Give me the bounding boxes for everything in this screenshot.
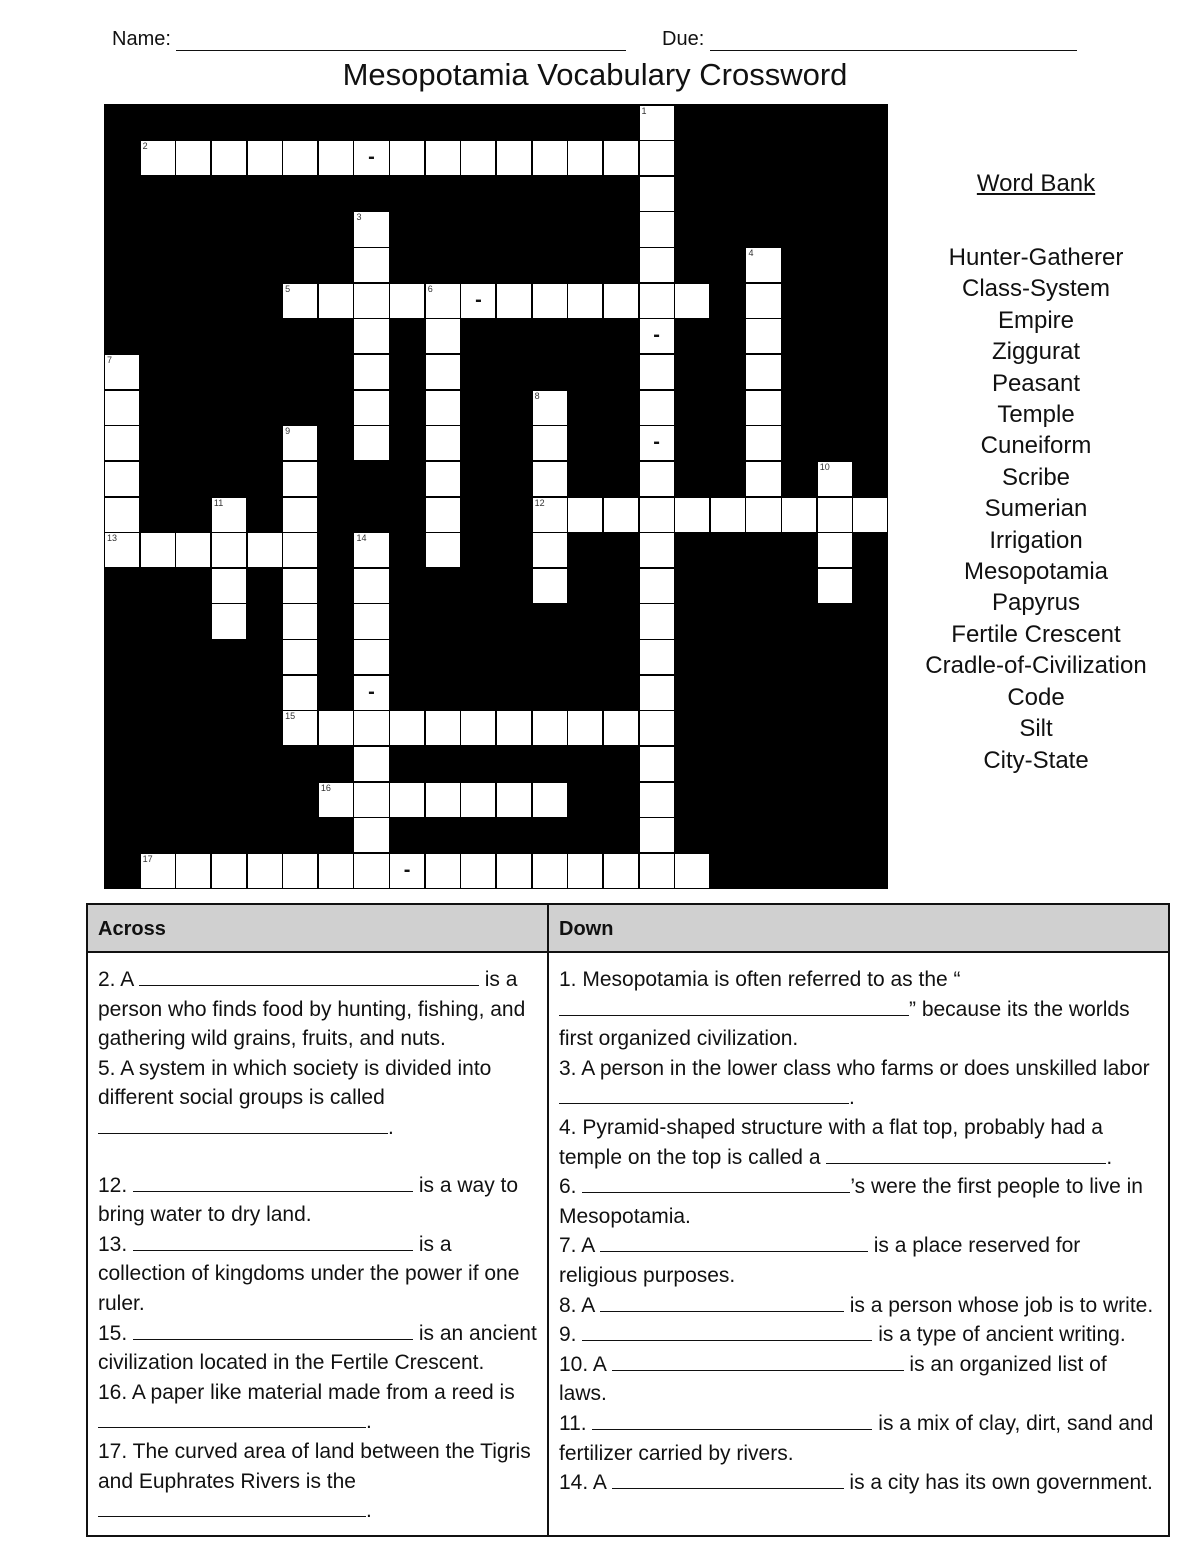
word-bank-item: Ziggurat bbox=[991, 338, 1081, 366]
clue-number: 17 bbox=[142, 853, 153, 864]
crossword-cell[interactable] bbox=[460, 782, 496, 818]
crossword-cell[interactable] bbox=[353, 247, 389, 283]
crossword-cell[interactable] bbox=[140, 532, 176, 568]
crossword-cell[interactable] bbox=[639, 425, 675, 461]
clue-item: 4. Pyramid-shaped structure with a flat top, probably had a temple on the top is called a . bbox=[559, 1115, 1113, 1169]
crossword-cell[interactable] bbox=[460, 140, 496, 176]
clue-number: 1 bbox=[641, 105, 647, 116]
name-blank-line[interactable] bbox=[176, 32, 626, 51]
answer-blank[interactable] bbox=[612, 1468, 844, 1489]
word-bank-item: Code bbox=[1007, 683, 1065, 711]
crossword-cell[interactable] bbox=[745, 390, 781, 426]
crossword-cell[interactable] bbox=[639, 354, 675, 390]
clue-item: 14. A is a city has its own government. bbox=[559, 1468, 1160, 1498]
crossword-cell[interactable] bbox=[603, 497, 639, 533]
across-clues bbox=[88, 953, 547, 1526]
crossword-cell[interactable] bbox=[639, 782, 675, 818]
crossword-cell[interactable] bbox=[247, 853, 283, 889]
crossword-cell[interactable] bbox=[389, 283, 425, 319]
crossword-cell[interactable] bbox=[425, 425, 461, 461]
crossword-cell[interactable] bbox=[425, 461, 461, 497]
word-bank-item: Empire bbox=[997, 306, 1075, 334]
header-fields bbox=[112, 28, 705, 51]
answer-blank[interactable] bbox=[600, 1231, 868, 1252]
answer-blank[interactable] bbox=[582, 1320, 872, 1341]
due-field bbox=[662, 28, 1077, 51]
crossword-cell[interactable] bbox=[318, 853, 354, 889]
answer-blank[interactable] bbox=[612, 1350, 904, 1371]
clue-number: 15 bbox=[285, 711, 296, 722]
crossword-cell[interactable] bbox=[353, 532, 389, 568]
crossword-cell[interactable] bbox=[639, 247, 675, 283]
crossword-cell[interactable] bbox=[425, 390, 461, 426]
crossword-cell[interactable] bbox=[567, 140, 603, 176]
clue-item: 7. A is a place reserved for religious purposes. bbox=[559, 1231, 1160, 1290]
crossword-cell[interactable] bbox=[318, 710, 354, 746]
clue-number: 8 bbox=[534, 390, 540, 401]
clue-number: 10 bbox=[819, 461, 830, 472]
crossword-cell[interactable] bbox=[104, 497, 140, 533]
word-bank-item: Cuneiform bbox=[980, 432, 1092, 460]
crossword-cell[interactable] bbox=[674, 853, 710, 889]
crossword-cell[interactable] bbox=[817, 568, 853, 604]
clue-item: 17. The curved area of land between the Tigris and Euphrates Rivers is the . bbox=[98, 1439, 531, 1523]
answer-blank[interactable] bbox=[559, 995, 909, 1016]
clue-number: 4 bbox=[748, 248, 754, 259]
crossword-cell[interactable] bbox=[353, 603, 389, 639]
crossword-cell[interactable] bbox=[639, 390, 675, 426]
page-title: Mesopotamia Vocabulary Crossword bbox=[342, 57, 848, 92]
clue-item: 12. is a way to bring water to dry land. bbox=[98, 1171, 539, 1230]
word-bank-item: Temple bbox=[997, 401, 1075, 429]
answer-blank[interactable] bbox=[600, 1291, 844, 1312]
crossword-cell[interactable] bbox=[639, 568, 675, 604]
crossword-cell[interactable] bbox=[532, 782, 568, 818]
crossword-cell[interactable] bbox=[745, 318, 781, 354]
clue-number: 3 bbox=[356, 212, 362, 223]
hyphen-mark: - bbox=[653, 324, 660, 347]
crossword-cell[interactable] bbox=[639, 639, 675, 675]
due-label: Due: bbox=[662, 28, 705, 50]
crossword-cell[interactable] bbox=[353, 746, 389, 782]
crossword-cell[interactable] bbox=[425, 853, 461, 889]
clue-number: 9 bbox=[285, 426, 291, 437]
word-bank-item: Fertile Crescent bbox=[951, 620, 1121, 648]
crossword-cell[interactable] bbox=[389, 710, 425, 746]
crossword-cell[interactable] bbox=[211, 568, 247, 604]
crossword-cell[interactable] bbox=[282, 710, 318, 746]
crossword-cell[interactable] bbox=[745, 461, 781, 497]
crossword-cell[interactable] bbox=[425, 782, 461, 818]
crossword-cell[interactable] bbox=[282, 568, 318, 604]
crossword-cell[interactable] bbox=[496, 283, 532, 319]
answer-blank[interactable] bbox=[826, 1143, 1106, 1164]
crossword-cell[interactable] bbox=[745, 354, 781, 390]
crossword-cell[interactable] bbox=[211, 603, 247, 639]
crossword-cell[interactable] bbox=[639, 532, 675, 568]
crossword-cell[interactable] bbox=[639, 853, 675, 889]
clue-item: 10. A is an organized list of laws. bbox=[559, 1350, 1160, 1409]
hyphen-mark: - bbox=[368, 680, 375, 703]
clue-number: 14 bbox=[356, 533, 367, 544]
answer-blank[interactable] bbox=[559, 1083, 849, 1104]
crossword-cell[interactable] bbox=[496, 140, 532, 176]
clue-item: 5. A system in which society is divided into different social groups is called . bbox=[98, 1056, 492, 1139]
clue-number: 2 bbox=[142, 141, 148, 152]
crossword-cell[interactable] bbox=[639, 675, 675, 711]
crossword-cell[interactable] bbox=[532, 283, 568, 319]
crossword-cell[interactable] bbox=[532, 853, 568, 889]
crossword-cell[interactable] bbox=[639, 283, 675, 319]
crossword-cell[interactable] bbox=[460, 853, 496, 889]
clue-number: 5 bbox=[285, 283, 291, 294]
word-bank bbox=[900, 170, 1172, 776]
word-bank-item: Peasant bbox=[991, 369, 1081, 397]
word-bank-item: Irrigation bbox=[989, 526, 1083, 554]
clue-number: 7 bbox=[107, 354, 113, 365]
crossword-cell[interactable] bbox=[460, 710, 496, 746]
crossword-cell[interactable] bbox=[603, 853, 639, 889]
crossword-cell[interactable] bbox=[745, 247, 781, 283]
word-bank-item: Hunter-Gatherer bbox=[948, 244, 1124, 271]
crossword-cell[interactable] bbox=[282, 532, 318, 568]
word-bank-list bbox=[900, 242, 1172, 776]
hyphen-mark: - bbox=[653, 431, 660, 454]
crossword-cell[interactable] bbox=[104, 354, 140, 390]
clue-item: 2. A is a person who finds food by hunting, fishing, and gathering wild grains, fruits, and nuts. bbox=[98, 965, 539, 1054]
word-bank-item: Silt bbox=[1019, 715, 1053, 743]
clue-item: 6. ’s were the first people to live in Mesopotamia. bbox=[559, 1172, 1160, 1231]
crossword-cell[interactable] bbox=[567, 283, 603, 319]
crossword-cell[interactable] bbox=[353, 675, 389, 711]
word-bank-item: City-State bbox=[983, 746, 1089, 774]
crossword-cell[interactable] bbox=[603, 710, 639, 746]
crossword-cell[interactable] bbox=[781, 497, 817, 533]
crossword-cell[interactable] bbox=[567, 853, 603, 889]
down-clues bbox=[549, 953, 1168, 1498]
clue-item: 15. is an ancient civilization located in the Fertile Crescent. bbox=[98, 1319, 539, 1378]
crossword-cell[interactable] bbox=[282, 283, 318, 319]
answer-blank[interactable] bbox=[592, 1409, 872, 1430]
crossword-cell[interactable] bbox=[496, 710, 532, 746]
crossword-cell[interactable] bbox=[425, 283, 461, 319]
crossword-cell[interactable] bbox=[318, 283, 354, 319]
crossword-cell[interactable] bbox=[639, 211, 675, 247]
answer-blank[interactable] bbox=[582, 1172, 850, 1193]
clue-item: 1. Mesopotamia is often referred to as the “” because its the worlds first organized civilization. bbox=[559, 968, 1130, 1051]
clue-number: 16 bbox=[320, 782, 331, 793]
crossword-grid bbox=[104, 104, 888, 889]
crossword-cell[interactable] bbox=[639, 176, 675, 212]
crossword-cell[interactable] bbox=[175, 140, 211, 176]
word-bank-item: Papyrus bbox=[991, 589, 1081, 617]
crossword-cell[interactable] bbox=[674, 283, 710, 319]
answer-blank[interactable] bbox=[98, 1496, 366, 1517]
crossword-cell[interactable] bbox=[247, 532, 283, 568]
answer-blank[interactable] bbox=[98, 1113, 388, 1134]
crossword-cell[interactable] bbox=[140, 140, 176, 176]
crossword-cell[interactable] bbox=[425, 318, 461, 354]
crossword-cell[interactable] bbox=[282, 639, 318, 675]
crossword-cell[interactable] bbox=[532, 568, 568, 604]
crossword-cell[interactable] bbox=[745, 425, 781, 461]
word-bank-title: Word Bank bbox=[976, 170, 1096, 197]
crossword-cell[interactable] bbox=[745, 497, 781, 533]
crossword-cell[interactable] bbox=[745, 283, 781, 319]
crossword-cell[interactable] bbox=[532, 425, 568, 461]
crossword-cell[interactable] bbox=[353, 390, 389, 426]
crossword-cell[interactable] bbox=[532, 461, 568, 497]
crossword-cell[interactable] bbox=[318, 782, 354, 818]
word-bank-item: Cradle-of-Civilization bbox=[925, 652, 1147, 680]
word-bank-item: Mesopotamia bbox=[963, 558, 1109, 586]
crossword-cell[interactable] bbox=[353, 710, 389, 746]
crossword-cell[interactable] bbox=[674, 497, 710, 533]
crossword-cell[interactable] bbox=[389, 140, 425, 176]
crossword-cell[interactable] bbox=[353, 853, 389, 889]
across-column bbox=[88, 905, 549, 1535]
crossword-cell[interactable] bbox=[282, 497, 318, 533]
crossword-cell[interactable] bbox=[496, 782, 532, 818]
hyphen-mark: - bbox=[368, 146, 375, 169]
crossword-cell[interactable] bbox=[639, 710, 675, 746]
crossword-cell[interactable] bbox=[282, 675, 318, 711]
answer-blank[interactable] bbox=[133, 1319, 413, 1340]
word-bank-item: Class-System bbox=[961, 275, 1111, 303]
crossword-cell[interactable] bbox=[175, 853, 211, 889]
crossword-cell[interactable] bbox=[175, 532, 211, 568]
clue-number: 13 bbox=[107, 533, 118, 544]
crossword-cell[interactable] bbox=[532, 390, 568, 426]
crossword-cell[interactable] bbox=[247, 140, 283, 176]
across-header: Across bbox=[88, 905, 547, 953]
crossword-cell[interactable] bbox=[353, 817, 389, 853]
clue-item: 9. is a type of ancient writing. bbox=[559, 1320, 1160, 1350]
clue-number: 11 bbox=[213, 497, 224, 508]
crossword-cell[interactable] bbox=[104, 461, 140, 497]
hyphen-mark: - bbox=[403, 858, 411, 881]
clue-item: 11. is a mix of clay, dirt, sand and fertilizer carried by rivers. bbox=[559, 1409, 1160, 1468]
crossword-cell[interactable] bbox=[532, 532, 568, 568]
hyphen-mark: - bbox=[475, 288, 482, 311]
crossword-cell[interactable] bbox=[425, 532, 461, 568]
crossword-cell[interactable] bbox=[639, 318, 675, 354]
crossword-cell[interactable] bbox=[496, 853, 532, 889]
crossword-cell[interactable] bbox=[852, 497, 888, 533]
crossword-cell[interactable] bbox=[353, 782, 389, 818]
crossword-cell[interactable] bbox=[603, 283, 639, 319]
answer-blank[interactable] bbox=[133, 1171, 413, 1192]
clue-number: 12 bbox=[534, 497, 545, 508]
crossword-cell[interactable] bbox=[425, 354, 461, 390]
crossword-cell[interactable] bbox=[639, 497, 675, 533]
crossword-cell[interactable] bbox=[353, 639, 389, 675]
crossword-cell[interactable] bbox=[532, 710, 568, 746]
crossword-cell[interactable] bbox=[353, 354, 389, 390]
crossword-cell[interactable] bbox=[389, 782, 425, 818]
clue-item: 13. is a collection of kingdoms under the power if one ruler. bbox=[98, 1230, 539, 1319]
answer-blank[interactable] bbox=[133, 1230, 413, 1251]
clue-item: 16. A paper like material made from a reed is . bbox=[98, 1380, 515, 1434]
clue-item: 8. A is a person whose job is to write. bbox=[559, 1291, 1160, 1321]
crossword-cell[interactable] bbox=[817, 532, 853, 568]
crossword-cell[interactable] bbox=[425, 710, 461, 746]
crossword-cell[interactable] bbox=[353, 568, 389, 604]
crossword-cell[interactable] bbox=[353, 140, 389, 176]
crossword-cell[interactable] bbox=[425, 497, 461, 533]
crossword-cell[interactable] bbox=[211, 853, 247, 889]
crossword-cell[interactable] bbox=[282, 853, 318, 889]
crossword-cell[interactable] bbox=[282, 425, 318, 461]
crossword-cell[interactable] bbox=[639, 461, 675, 497]
crossword-cell[interactable] bbox=[211, 140, 247, 176]
crossword-cell[interactable] bbox=[425, 140, 461, 176]
crossword-cell[interactable] bbox=[211, 532, 247, 568]
word-bank-item: Sumerian bbox=[984, 495, 1088, 523]
crossword-cell[interactable] bbox=[389, 853, 425, 889]
crossword-cell[interactable] bbox=[710, 497, 746, 533]
crossword-cell[interactable] bbox=[639, 746, 675, 782]
crossword-cell[interactable] bbox=[282, 140, 318, 176]
crossword-cell[interactable] bbox=[532, 140, 568, 176]
crossword-cell[interactable] bbox=[353, 211, 389, 247]
down-column bbox=[549, 905, 1168, 1535]
crossword-cell[interactable] bbox=[282, 603, 318, 639]
crossword-cell[interactable] bbox=[353, 318, 389, 354]
crossword-cell[interactable] bbox=[460, 283, 496, 319]
clues-table bbox=[86, 903, 1170, 1537]
crossword-cell[interactable] bbox=[353, 283, 389, 319]
crossword-cell[interactable] bbox=[603, 140, 639, 176]
word-bank-item: Scribe bbox=[1001, 463, 1071, 491]
crossword-cell[interactable] bbox=[318, 140, 354, 176]
crossword-cell[interactable] bbox=[639, 105, 675, 141]
crossword-cell[interactable] bbox=[104, 425, 140, 461]
answer-blank[interactable] bbox=[98, 1407, 366, 1428]
clue-number: 6 bbox=[427, 283, 433, 294]
name-label: Name: bbox=[112, 28, 171, 50]
crossword-cell[interactable] bbox=[282, 461, 318, 497]
crossword-cell[interactable] bbox=[567, 710, 603, 746]
clue-item: 3. A person in the lower class who farms or does unskilled labor . bbox=[559, 1056, 1150, 1110]
crossword-cell[interactable] bbox=[817, 461, 853, 497]
crossword-cell[interactable] bbox=[104, 390, 140, 426]
crossword-cell[interactable] bbox=[639, 817, 675, 853]
crossword-cell[interactable] bbox=[639, 140, 675, 176]
due-blank-line[interactable] bbox=[710, 32, 1077, 51]
answer-blank[interactable] bbox=[139, 965, 479, 986]
crossword-cell[interactable] bbox=[817, 497, 853, 533]
crossword-cell[interactable] bbox=[140, 853, 176, 889]
crossword-cell[interactable] bbox=[104, 532, 140, 568]
crossword-cell[interactable] bbox=[567, 497, 603, 533]
crossword-cell[interactable] bbox=[532, 497, 568, 533]
crossword-cell[interactable] bbox=[639, 603, 675, 639]
down-header: Down bbox=[549, 905, 1168, 953]
crossword-cell[interactable] bbox=[353, 425, 389, 461]
crossword-cell[interactable] bbox=[211, 497, 247, 533]
